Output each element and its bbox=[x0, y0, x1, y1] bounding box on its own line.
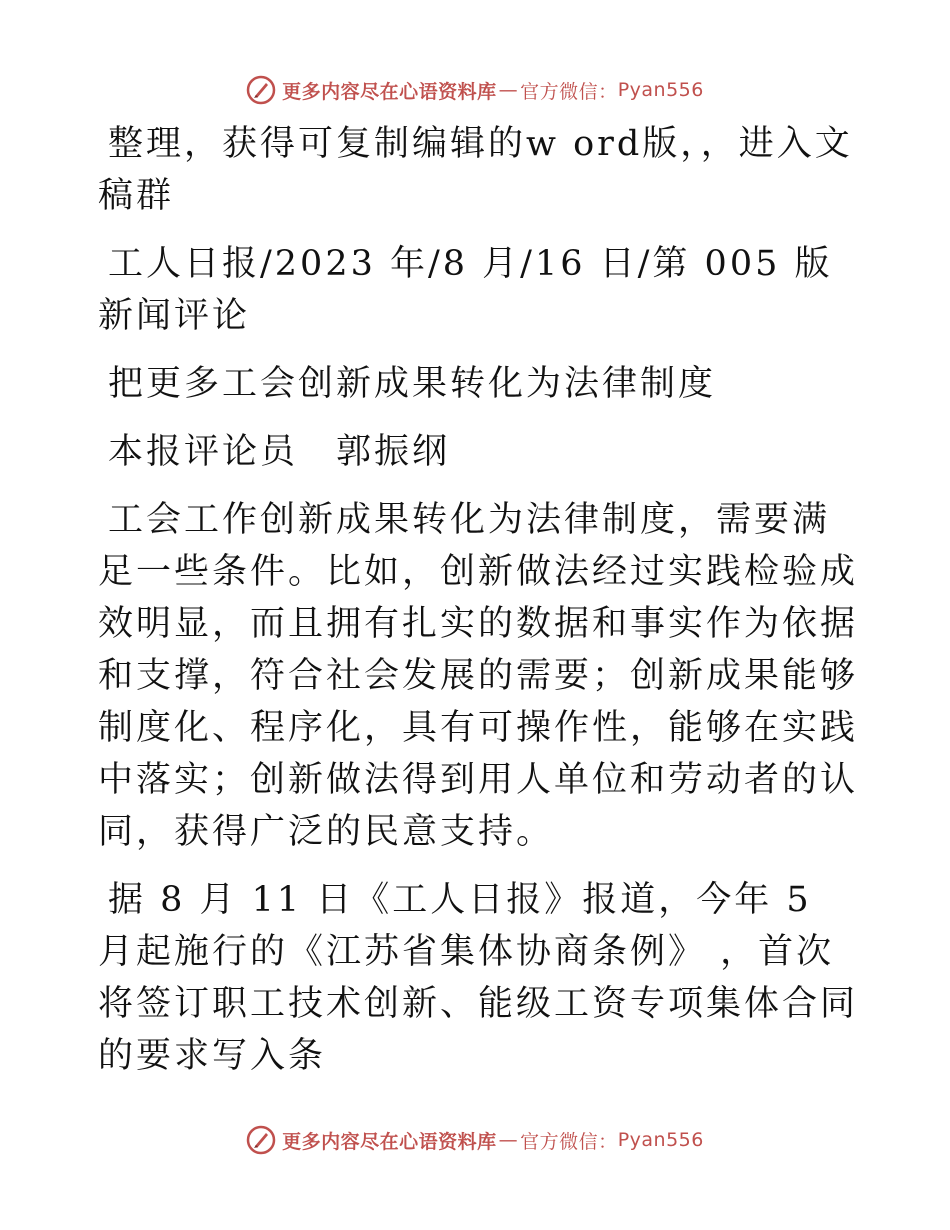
footer-watermark-banner bbox=[0, 1124, 950, 1156]
quill-logo-icon bbox=[246, 75, 276, 105]
body-paragraph: 据 8 月 11 日《工人日报》报道，今年 5 月起施行的《江苏省集体协商条例》 ，首次将签订职工技术创新、能级工资专项集体合同的要求写入条 bbox=[98, 880, 859, 1076]
separator-dash: — bbox=[498, 1129, 519, 1151]
note-paragraph: 整理，获得可复制编辑的w ord版，，进入文稿群 bbox=[98, 124, 853, 216]
article-title: 把更多工会创新成果转化为法律制度 bbox=[108, 364, 717, 404]
quill-logo-icon bbox=[246, 1125, 276, 1155]
author-line: 本报评论员 郭振纲 bbox=[108, 432, 451, 472]
site-name: 更多内容尽在心语资料库 bbox=[282, 1130, 497, 1153]
separator-dash: — bbox=[498, 79, 519, 101]
body-paragraph: 工会工作创新成果转化为法律制度，需要满足一些条件。比如，创新做法经过实践检验成效明显，而且拥有扎实的数据和事实作为依据和支撑，符合社会发展的需要；创新成果能够制度化、程序化，具有可操作性，能够在实践中落实；创新做法得到用人单位和劳动者的认同，获得广泛的民意支持。 bbox=[98, 500, 859, 852]
wechat-account: Pyan556 bbox=[617, 79, 704, 101]
site-name: 更多内容尽在心语资料库 bbox=[282, 80, 497, 103]
source-line: 工人日报/2023 年/8 月/16 日/第 005 版新闻评论 bbox=[98, 244, 833, 336]
wechat-label: 官方微信： bbox=[520, 80, 618, 103]
header-watermark-banner bbox=[0, 74, 950, 106]
document-body bbox=[98, 118, 858, 1098]
wechat-account: Pyan556 bbox=[617, 1129, 704, 1151]
wechat-label: 官方微信： bbox=[520, 1130, 618, 1153]
